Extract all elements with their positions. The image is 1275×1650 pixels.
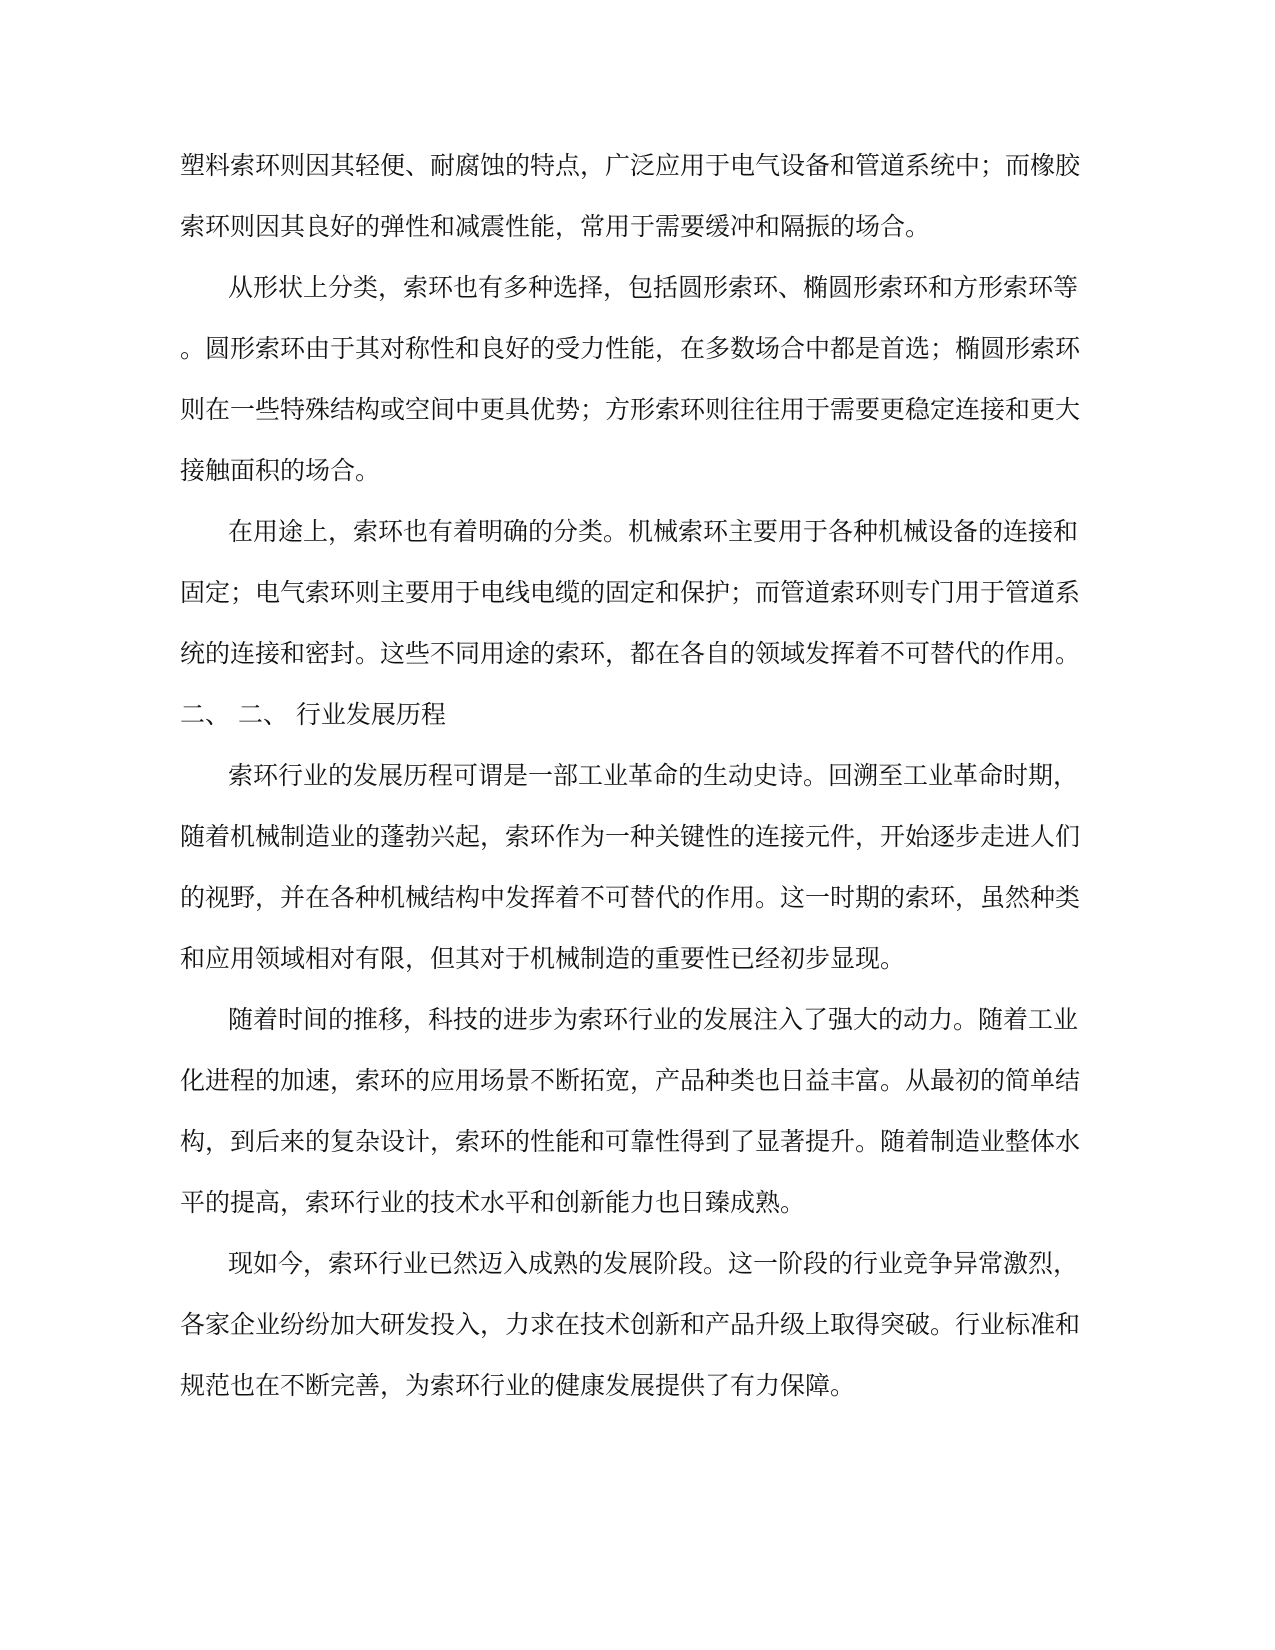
text-line: 接触面积的场合。: [180, 456, 381, 485]
text-line: 塑料索环则因其轻便、耐腐蚀的特点，广泛应用于电气设备和管道系统中；而橡胶: [180, 151, 1081, 180]
paragraph-start-line: 现如今，索环行业已然迈入成熟的发展阶段。这一阶段的行业竞争异常激烈，: [228, 1249, 1079, 1278]
text-line: 。圆形索环由于其对称性和良好的受力性能，在多数场合中都是首选；椭圆形索环: [180, 334, 1081, 363]
text-line: 化进程的加速，索环的应用场景不断拓宽，产品种类也日益丰富。从最初的简单结: [180, 1066, 1081, 1095]
paragraph-start-line: 在用途上，索环也有着明确的分类。机械索环主要用于各种机械设备的连接和: [228, 517, 1079, 546]
section-heading: 二、 二、 行业发展历程: [180, 700, 446, 729]
text-line: 和应用领域相对有限，但其对于机械制造的重要性已经初步显现。: [180, 944, 906, 973]
text-line: 各家企业纷纷加大研发投入，力求在技术创新和产品升级上取得突破。行业标准和: [180, 1310, 1081, 1339]
text-line: 平的提高，索环行业的技术水平和创新能力也日臻成熟。: [180, 1188, 806, 1217]
text-line: 构，到后来的复杂设计，索环的性能和可靠性得到了显著提升。随着制造业整体水: [180, 1127, 1081, 1156]
text-line: 随着机械制造业的蓬勃兴起，索环作为一种关键性的连接元件，开始逐步走进人们: [180, 822, 1081, 851]
text-line: 规范也在不断完善，为索环行业的健康发展提供了有力保障。: [180, 1371, 856, 1400]
text-line: 统的连接和密封。这些不同用途的索环，都在各自的领域发挥着不可替代的作用。: [180, 639, 1081, 668]
text-line: 固定；电气索环则主要用于电线电缆的固定和保护；而管道索环则专门用于管道系: [180, 578, 1081, 607]
paragraph-start-line: 索环行业的发展历程可谓是一部工业革命的生动史诗。回溯至工业革命时期，: [228, 761, 1079, 790]
paragraph-start-line: 随着时间的推移，科技的进步为索环行业的发展注入了强大的动力。随着工业: [228, 1005, 1079, 1034]
text-line: 则在一些特殊结构或空间中更具优势；方形索环则往往用于需要更稳定连接和更大: [180, 395, 1081, 424]
text-line: 索环则因其良好的弹性和减震性能，常用于需要缓冲和隔振的场合。: [180, 212, 931, 241]
paragraph-start-line: 从形状上分类，索环也有多种选择，包括圆形索环、椭圆形索环和方形索环等: [228, 273, 1079, 302]
text-line: 的视野，并在各种机械结构中发挥着不可替代的作用。这一时期的索环，虽然种类: [180, 883, 1081, 912]
